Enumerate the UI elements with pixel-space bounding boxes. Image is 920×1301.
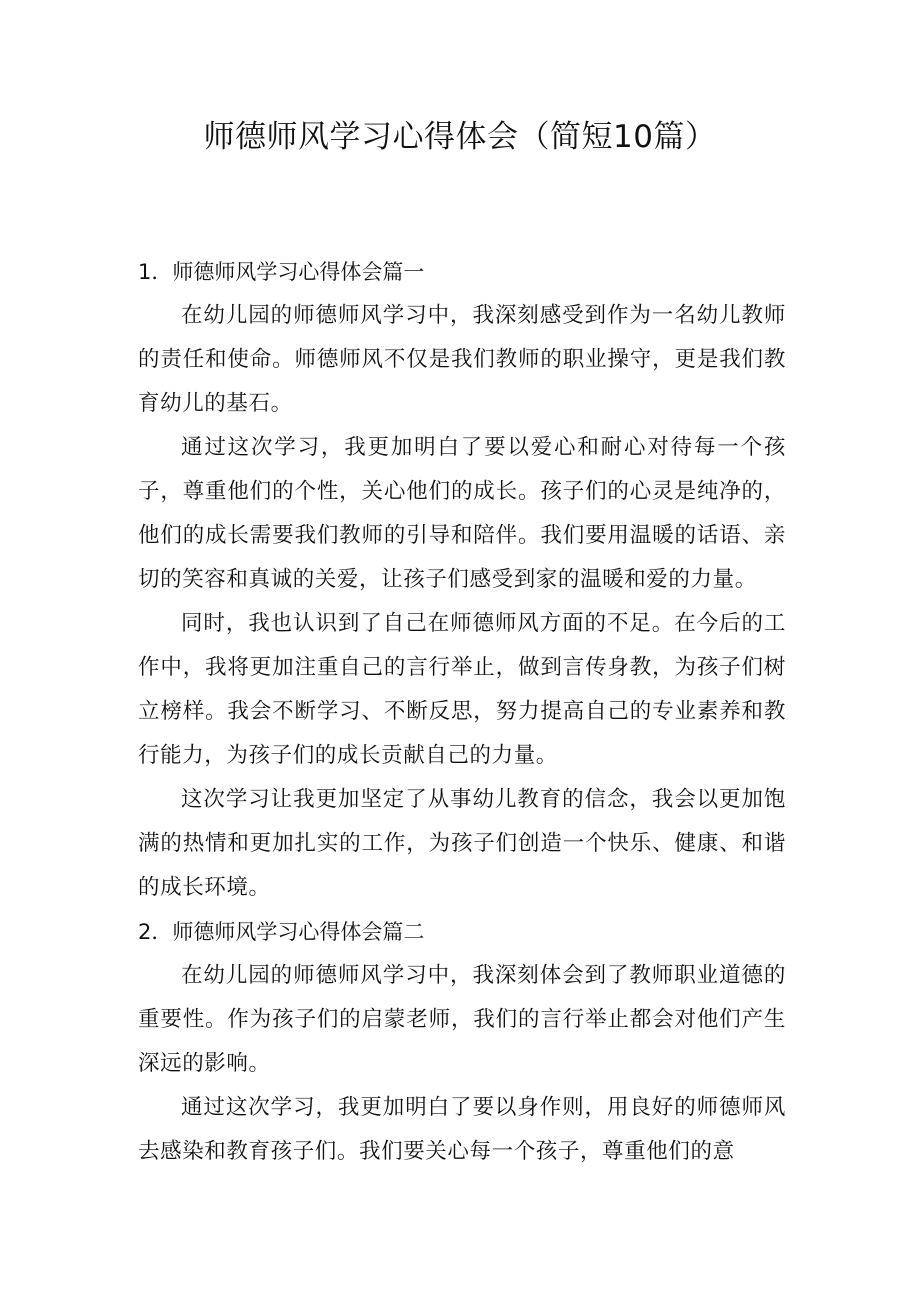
document-title: 师德师风学习心得体会（简短10篇） — [203, 119, 717, 155]
paragraph: 这次学习让我更加坚定了从事幼儿教育的信念，我会以更加饱满的热情和更加扎实的工作，为孩子们创造一个快乐、健康、和谐的成长环境。 — [138, 787, 786, 900]
section-1 — [138, 250, 786, 910]
section-heading: 2．师德师风学习心得体会篇二 — [138, 920, 425, 944]
paragraph: 同时，我也认识到了自己在师德师风方面的不足。在今后的工作中，我将更加注重自己的言行举止，做到言传身教，为孩子们树立榜样。我会不断学习、不断反思，努力提高自己的专业素养和教行能力，为孩子们的成长贡献自己的力量。 — [138, 611, 786, 768]
document-body — [138, 250, 786, 1174]
paragraph: 通过这次学习，我更加明白了要以爱心和耐心对待每一个孩子，尊重他们的个性，关心他们的成长。孩子们的心灵是纯净的，他们的成长需要我们教师的引导和陪伴。我们要用温暖的话语、亲切的笑容和真诚的关爱，让孩子们感受到家的温暖和爱的力量。 — [138, 435, 786, 592]
paragraph: 在幼儿园的师德师风学习中，我深刻体会到了教师职业道德的重要性。作为孩子们的启蒙老师，我们的言行举止都会对他们产生深远的影响。 — [138, 963, 786, 1076]
section-2 — [138, 910, 786, 1174]
section-heading: 1．师德师风学习心得体会篇一 — [138, 260, 425, 284]
paragraph: 在幼儿园的师德师风学习中，我深刻感受到作为一名幼儿教师的责任和使命。师德师风不仅是我们教师的职业操守，更是我们教育幼儿的基石。 — [138, 303, 786, 416]
paragraph: 通过这次学习，我更加明白了要以身作则，用良好的师德师风去感染和教育孩子们。我们要关心每一个孩子，尊重他们的意 — [138, 1095, 786, 1164]
